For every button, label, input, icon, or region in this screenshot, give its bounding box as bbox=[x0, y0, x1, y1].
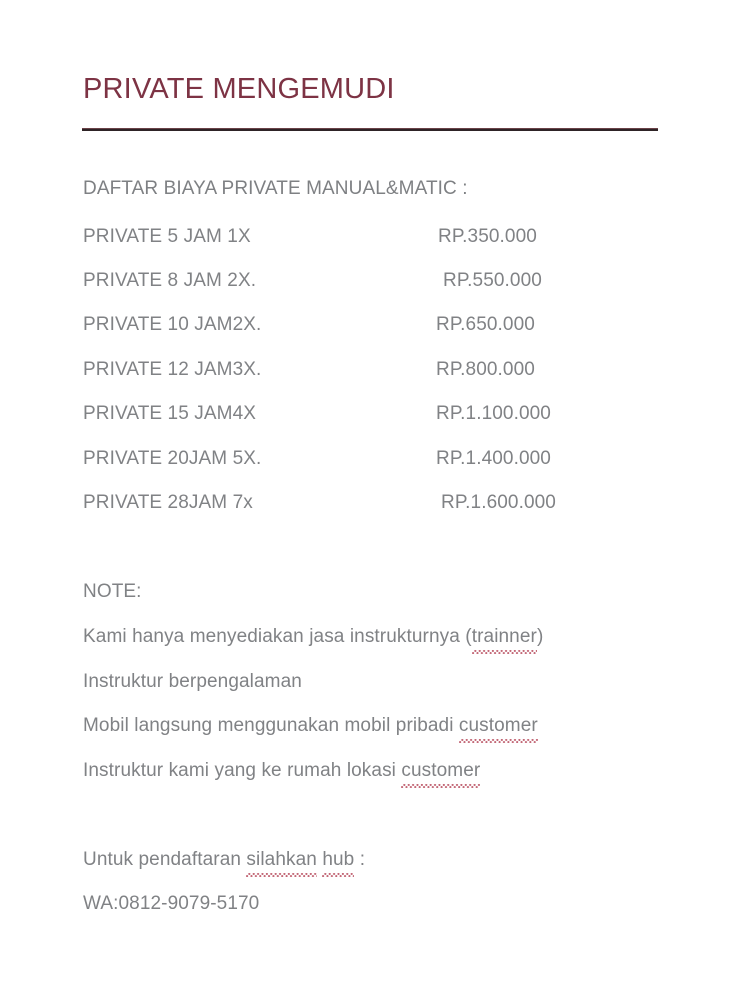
price-row-label: PRIVATE 28JAM 7x bbox=[83, 492, 253, 513]
price-row-label: PRIVATE 5 JAM 1X bbox=[83, 226, 251, 247]
price-row-amount: RP.800.000 bbox=[436, 359, 535, 380]
price-row-label: PRIVATE 20JAM 5X. bbox=[83, 448, 262, 469]
registration-line-suffix: : bbox=[354, 849, 366, 870]
price-row-amount: RP.1.400.000 bbox=[436, 448, 551, 469]
registration-line-prefix: Untuk pendaftaran bbox=[83, 849, 247, 870]
price-row bbox=[0, 446, 740, 472]
price-row bbox=[0, 490, 740, 516]
price-row-label: PRIVATE 10 JAM2X. bbox=[83, 314, 262, 335]
price-row-amount: RP.1.100.000 bbox=[436, 403, 551, 424]
note-line-1-prefix: Kami hanya menyediakan jasa instrukturnya ( bbox=[83, 626, 472, 647]
note-line-3-prefix: Mobil langsung menggunakan mobil pribadi bbox=[83, 715, 459, 736]
note-line-3 bbox=[83, 713, 538, 739]
price-row bbox=[0, 312, 740, 338]
note-line-4 bbox=[83, 758, 480, 784]
misspelled-word-hub: hub bbox=[322, 847, 354, 873]
page-title: PRIVATE MENGEMUDI bbox=[83, 73, 395, 105]
whatsapp-contact: WA:0812-9079-5170 bbox=[83, 893, 260, 914]
price-row bbox=[0, 224, 740, 250]
price-row-amount: RP.650.000 bbox=[436, 314, 535, 335]
price-row bbox=[0, 268, 740, 294]
price-row-label: PRIVATE 12 JAM3X. bbox=[83, 359, 262, 380]
misspelled-word-trainner: trainner bbox=[472, 624, 537, 650]
note-line-2: Instruktur berpengalaman bbox=[83, 671, 302, 692]
registration-line bbox=[83, 847, 365, 873]
note-line-1 bbox=[83, 624, 543, 650]
price-row bbox=[0, 357, 740, 383]
note-line-4-prefix: Instruktur kami yang ke rumah lokasi bbox=[83, 760, 402, 781]
misspelled-word-silahkan: silahkan bbox=[246, 847, 317, 873]
note-line-1-suffix: ) bbox=[536, 626, 544, 647]
price-row-label: PRIVATE 15 JAM4X bbox=[83, 403, 257, 424]
price-row-amount: RP.1.600.000 bbox=[441, 492, 556, 513]
price-list-heading: DAFTAR BIAYA PRIVATE MANUAL&MATIC : bbox=[83, 178, 468, 199]
price-row-amount: RP.550.000 bbox=[443, 270, 542, 291]
misspelled-word-customer: customer bbox=[459, 713, 538, 739]
title-divider bbox=[82, 128, 658, 131]
price-row-amount: RP.350.000 bbox=[438, 226, 537, 247]
note-heading: NOTE: bbox=[83, 581, 142, 602]
price-row-label: PRIVATE 8 JAM 2X. bbox=[83, 270, 257, 291]
misspelled-word-customer: customer bbox=[401, 758, 480, 784]
price-row bbox=[0, 401, 740, 427]
